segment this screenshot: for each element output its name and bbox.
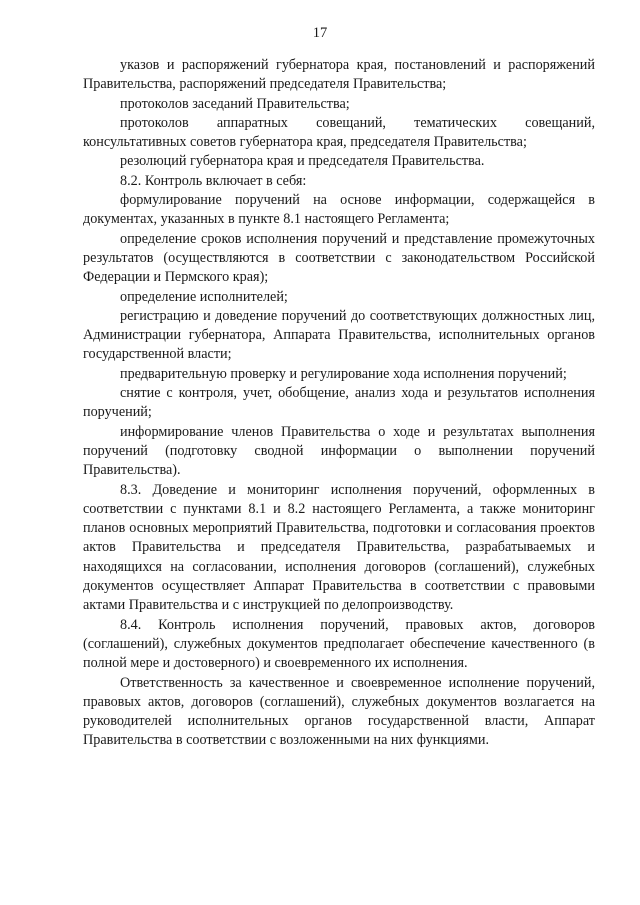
paragraph-3: протоколов аппаратных совещаний, тематических совещаний, консультативных советов губернатора края, председателя Правительства;	[83, 114, 595, 151]
paragraph-6: формулирование поручений на основе информации, содержащейся в документах, указанных в пункте 8.1 настоящего Регламента;	[83, 192, 595, 228]
paragraph-9: регистрацию и доведение поручений до соответствующих должностных лиц, Администрации губернатора, Аппарата Правительства, исполнительных органов государственной власти;	[83, 307, 595, 363]
paragraph-14: 8.4. Контроль исполнения поручений, правовых актов, договоров (соглашений), служебных документов предполагает обеспечение качественного (в полной мере и достоверного) и своевременного их исполнения.	[83, 616, 595, 672]
paragraph-4: резолюций губернатора края и председателя Правительства.	[120, 153, 485, 170]
document-body	[83, 56, 595, 751]
paragraph-7: определение сроков исполнения поручений и представление промежуточных результатов (осуществляются в соответствии с законодательством Российской Федерации и Пермского края);	[83, 230, 595, 286]
paragraph-2: протоколов заседаний Правительства;	[120, 95, 350, 112]
paragraph-11: снятие с контроля, учет, обобщение, анализ хода и результатов исполнения поручений;	[83, 385, 595, 421]
paragraph-8: определение исполнителей;	[120, 288, 288, 305]
paragraph-1: указов и распоряжений губернатора края, постановлений и распоряжений Правительства, распоряжений председателя Правительства;	[83, 57, 595, 93]
paragraph-5: 8.2. Контроль включает в себя:	[120, 172, 307, 189]
paragraph-13: 8.3. Доведение и мониторинг исполнения поручений, оформленных в соответствии с пунктами 8.1 и 8.2 настоящего Регламента, а также мониторинг планов основных мероприятий Правительства, подготовки и согласования проектов актов Правительства и председателя Правительства, разрабатываемых и находящихся на согласовании, исполнения договоров (соглашений), служебных документов осуществляет Аппарат Правительства в соответствии с правовыми актами Правительства и с инструкцией по делопроизводству.	[83, 481, 595, 614]
paragraph-12: информирование членов Правительства о ходе и результатах выполнения поручений (подготовку сводной информации о выполнении поручений Правительства).	[83, 423, 595, 479]
paragraph-10: предварительную проверку и регулирование хода исполнения поручений;	[120, 365, 567, 382]
page-number: 17	[312, 25, 328, 41]
paragraph-15: Ответственность за качественное и своевременное исполнение поручений, правовых актов, договоров (соглашений), служебных документов возлагается на руководителей исполнительных органов государственной власти, Аппарат Правительства в соответствии с возложенными на них функциями.	[83, 674, 595, 749]
